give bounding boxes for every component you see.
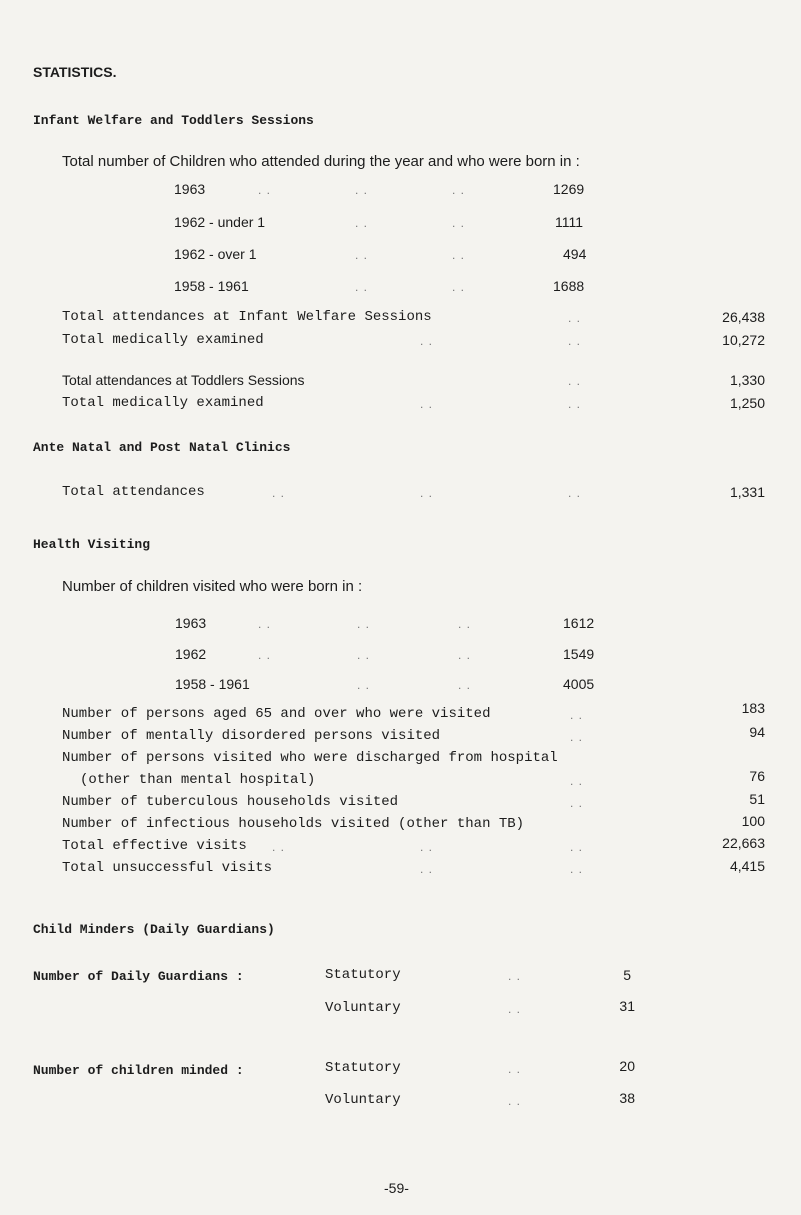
born-count: 1549: [563, 646, 595, 662]
stat-label: Number of persons aged 65 and over who were visited: [62, 706, 491, 722]
stat-value: 100: [741, 813, 765, 829]
dot-leader: . .: [355, 216, 369, 230]
stat-label: Total medically examined: [62, 395, 264, 411]
dot-leader: . .: [508, 1094, 522, 1108]
born-count: 1612: [563, 615, 595, 631]
born-count: 494: [563, 246, 587, 262]
stat-label: Number of infectious households visited (other than TB): [62, 816, 525, 832]
born-count: 4005: [563, 676, 595, 692]
dot-leader: . .: [508, 969, 522, 983]
born-year-label: 1958 - 1961: [175, 676, 250, 692]
born-year-label: 1958 - 1961: [174, 278, 249, 294]
guardian-count: 5: [623, 967, 631, 983]
dot-leader: . .: [458, 617, 472, 631]
stat-value: 94: [749, 724, 765, 740]
stat-value: 183: [741, 700, 765, 716]
dot-leader: . .: [420, 486, 434, 500]
born-year-label: 1962: [175, 646, 207, 662]
dot-leader: . .: [568, 334, 582, 348]
born-year-label: 1963: [174, 181, 206, 197]
dot-leader: . .: [570, 730, 584, 744]
guardian-type: Statutory: [325, 967, 401, 983]
stat-label: Number of mentally disordered persons visited: [62, 728, 441, 744]
dot-leader: . .: [357, 678, 371, 692]
dot-leader: . .: [570, 840, 584, 854]
stat-value: 4,415: [729, 858, 765, 874]
stat-label: (other than mental hospital): [80, 772, 316, 788]
dot-leader: . .: [420, 334, 434, 348]
born-year-label: 1962 - over 1: [174, 246, 257, 262]
dot-leader: . .: [568, 486, 582, 500]
section-heading-health-visiting: Health Visiting: [33, 537, 151, 552]
stat-value: 1,331: [729, 484, 765, 500]
stat-label: Total attendances at Infant Welfare Sessions: [62, 309, 432, 325]
stat-value: 51: [749, 791, 765, 807]
dot-leader: . .: [272, 486, 286, 500]
dot-leader: . .: [508, 1062, 522, 1076]
dot-leader: . .: [458, 678, 472, 692]
dot-leader: . .: [452, 248, 466, 262]
stat-label: Total attendances at Toddlers Sessions: [62, 372, 305, 388]
dot-leader: . .: [508, 1002, 522, 1016]
born-year-label: 1963: [175, 615, 207, 631]
dot-leader: . .: [258, 183, 272, 197]
guardian-count: 31: [619, 998, 635, 1014]
section-heading-child-minders: Child Minders (Daily Guardians): [33, 922, 275, 937]
children-type: Voluntary: [325, 1092, 401, 1108]
infant-welfare-intro: Total number of Children who attended during the year and who were born in :: [62, 153, 580, 170]
health-visiting-intro: Number of children visited who were born in :: [62, 578, 363, 595]
section-heading-ante-natal: Ante Natal and Post Natal Clinics: [33, 440, 291, 455]
stat-label: Total effective visits: [62, 838, 247, 854]
stat-label: Number of tuberculous households visited: [62, 794, 399, 810]
dot-leader: . .: [357, 617, 371, 631]
stat-value: 1,250: [729, 395, 765, 411]
dot-leader: . .: [570, 796, 584, 810]
stat-value: 22,663: [722, 835, 765, 851]
stat-value: 76: [749, 768, 765, 784]
born-year-label: 1962 - under 1: [174, 214, 266, 230]
dot-leader: . .: [452, 280, 466, 294]
dot-leader: . .: [355, 248, 369, 262]
stat-label: Number of persons visited who were discharged from hospital: [62, 750, 558, 766]
dot-leader: . .: [570, 774, 584, 788]
dot-leader: . .: [568, 374, 582, 388]
dot-leader: . .: [452, 216, 466, 230]
dot-leader: . .: [420, 862, 434, 876]
dot-leader: . .: [357, 648, 371, 662]
stat-label: Total medically examined: [62, 332, 264, 348]
born-count: 1111: [555, 214, 584, 230]
stat-value: 1,330: [729, 372, 765, 388]
dot-leader: . .: [570, 862, 584, 876]
page-number: -59-: [384, 1180, 409, 1196]
stat-label: Total unsuccessful visits: [62, 860, 273, 876]
guardians-label: Number of Daily Guardians :: [33, 969, 244, 984]
dot-leader: . .: [570, 708, 584, 722]
dot-leader: . .: [420, 397, 434, 411]
dot-leader: . .: [272, 840, 286, 854]
children-minded-label: Number of children minded :: [33, 1063, 244, 1078]
dot-leader: . .: [355, 280, 369, 294]
dot-leader: . .: [355, 183, 369, 197]
guardian-type: Voluntary: [325, 1000, 401, 1016]
dot-leader: . .: [258, 648, 272, 662]
page-title: STATISTICS.: [33, 64, 117, 80]
children-count: 20: [619, 1058, 635, 1074]
dot-leader: . .: [452, 183, 466, 197]
born-count: 1269: [553, 181, 585, 197]
dot-leader: . .: [458, 648, 472, 662]
children-count: 38: [619, 1090, 635, 1106]
stat-label: Total attendances: [62, 484, 205, 500]
dot-leader: . .: [258, 617, 272, 631]
children-type: Statutory: [325, 1060, 401, 1076]
dot-leader: . .: [568, 311, 582, 325]
stat-value: 26,438: [722, 309, 765, 325]
dot-leader: . .: [420, 840, 434, 854]
stat-value: 10,272: [722, 332, 765, 348]
section-heading-infant-welfare: Infant Welfare and Toddlers Sessions: [33, 113, 314, 128]
dot-leader: . .: [568, 397, 582, 411]
born-count: 1688: [553, 278, 585, 294]
